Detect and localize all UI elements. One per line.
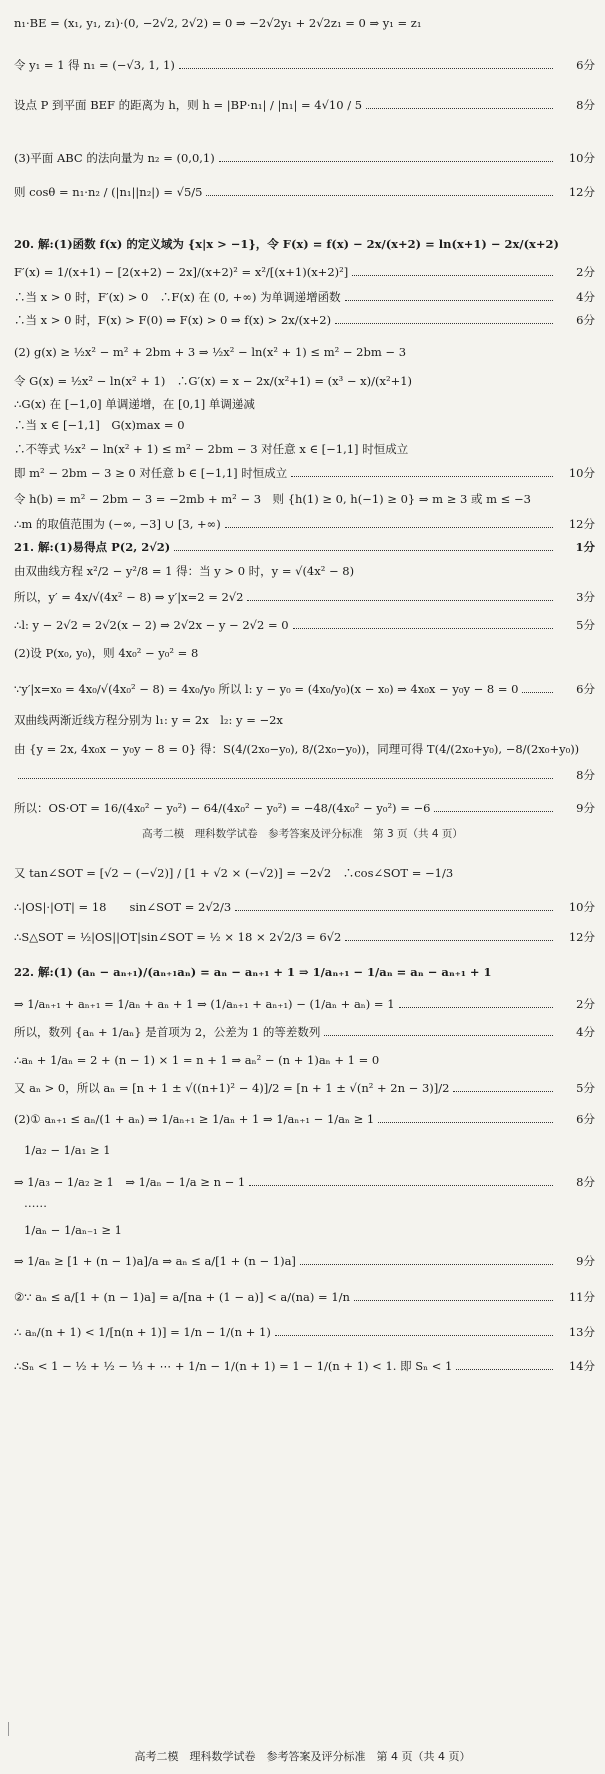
line-text: ∴当 x > 0 时，F(x) > F(0) ⇒ F(x) > 0 ⇒ f(x) > 2x/(x+2) xyxy=(14,313,332,327)
dot-leader xyxy=(324,1035,553,1036)
answer-line xyxy=(0,1081,605,1095)
dot-leader xyxy=(354,1300,553,1301)
dot-leader xyxy=(225,527,553,528)
line-text: ∴aₙ + 1/aₙ = 2 + (n − 1) × 1 = n + 1 ⇒ aₙ² − (n + 1)aₙ + 1 = 0 xyxy=(14,1053,380,1067)
line-text: (2)① aₙ₊₁ ≤ aₙ/(1 + aₙ) ⇒ 1/aₙ₊₁ ≥ 1/aₙ + 1 ⇒ 1/aₙ₊₁ − 1/aₙ ≥ 1 xyxy=(14,1112,375,1126)
line-text: 由双曲线方程 x²/2 − y²/8 = 1 得：当 y > 0 时，y = √(4x² − 8) xyxy=(14,564,355,578)
page-4-footer: 高考二模 理科数学试卷 参考答案及评分标准 第 4 页（共 4 页） xyxy=(134,1750,471,1763)
line-text: ⇒ 1/aₙ₊₁ + aₙ₊₁ = 1/aₙ + aₙ + 1 ⇒ (1/aₙ₊₁ + aₙ₊₁) − (1/aₙ + aₙ) = 1 xyxy=(14,997,395,1011)
score-mark: 11分 xyxy=(568,1290,595,1304)
answer-line xyxy=(0,801,605,815)
line-text: ∴当 x > 0 时，F′(x) > 0 ∴F(x) 在 (0, +∞) 为单调递增函数 xyxy=(14,290,341,304)
dot-leader xyxy=(206,195,553,196)
answer-line xyxy=(0,900,605,914)
line-text: 令 h(b) = m² − 2bm − 3 = −2mb + m² − 3 则 {h(1) ≥ 0, h(−1) ≥ 0} ⇒ m ≥ 3 或 m ≤ −3 xyxy=(14,492,531,506)
answer-line xyxy=(0,1325,605,1339)
line-text: 所以：OS·OT = 16/(4x₀² − y₀²) − 64/(4x₀² − y₀²) = −48/(4x₀² − y₀²) = −6 xyxy=(14,801,431,815)
score-mark: 10分 xyxy=(568,900,595,914)
line-text: ∴Sₙ < 1 − ½ + ½ − ⅓ + ⋯ + 1/n − 1/(n + 1) = 1 − 1/(n + 1) < 1. 即 Sₙ < 1 xyxy=(14,1359,453,1373)
dot-leader xyxy=(247,600,553,601)
line-text: 即 m² − 2bm − 3 ≥ 0 对任意 b ∈ [−1,1] 时恒成立 xyxy=(14,466,288,480)
answer-line xyxy=(0,1025,605,1039)
dot-leader xyxy=(249,1185,553,1186)
score-mark: 5分 xyxy=(576,618,595,632)
line-text: (2)设 P(x₀, y₀)，则 4x₀² − y₀² = 8 xyxy=(14,646,199,660)
answer-line xyxy=(0,16,605,30)
answer-line xyxy=(0,590,605,604)
line-text: ∴G(x) 在 [−1,0] 单调递增，在 [0,1] 单调递减 xyxy=(14,397,255,411)
answer-line xyxy=(0,540,605,554)
score-mark: 12分 xyxy=(568,517,595,531)
dot-leader xyxy=(235,910,553,911)
page-3-footer: 高考二模 理科数学试卷 参考答案及评分标准 第 3 页（共 4 页） xyxy=(142,828,463,840)
line-text: (3)平面 ABC 的法向量为 n₂ = (0,0,1) xyxy=(14,151,215,165)
dot-leader xyxy=(345,300,553,301)
line-text: 设点 P 到平面 BEF 的距离为 h，则 h = |BP·n₁| / |n₁| = 4√10 / 5 xyxy=(14,98,363,112)
answer-line xyxy=(0,418,605,432)
line-text: ⇒ 1/aₙ ≥ [1 + (n − 1)a]/a ⇒ aₙ ≤ a/[1 + (n − 1)a] xyxy=(14,1254,296,1268)
score-mark: 12分 xyxy=(568,930,595,944)
score-mark: 2分 xyxy=(576,265,595,279)
line-text: 22. 解:(1) (aₙ − aₙ₊₁)/(aₙ₊₁aₙ) = aₙ − aₙ₊₁ + 1 ⇒ 1/aₙ₊₁ − 1/aₙ = aₙ − aₙ₊₁ + 1 xyxy=(14,965,492,979)
answer-line xyxy=(0,682,605,696)
dot-leader xyxy=(345,940,553,941)
score-mark: 6分 xyxy=(576,1112,595,1126)
score-mark: 8分 xyxy=(576,98,595,112)
line-text: (2) g(x) ≥ ½x² − m² + 2bm + 3 ⇒ ½x² − ln(x² + 1) ≤ m² − 2bm − 3 xyxy=(14,345,407,359)
dot-leader xyxy=(378,1122,553,1123)
score-mark: 6分 xyxy=(576,313,595,327)
answer-line xyxy=(0,492,605,506)
answer-line xyxy=(0,374,605,388)
score-mark: 5分 xyxy=(576,1081,595,1095)
dot-leader xyxy=(335,323,553,324)
score-mark: 1分 xyxy=(575,540,595,554)
margin-mark xyxy=(8,1722,9,1736)
line-text: 令 G(x) = ½x² − ln(x² + 1) ∴G′(x) = x − 2x/(x²+1) = (x³ − x)/(x²+1) xyxy=(14,374,413,388)
score-mark: 8分 xyxy=(576,1175,595,1189)
line-text: 所以，y′ = 4x/√(4x² − 8) ⇒ y′|x=2 = 2√2 xyxy=(14,590,244,604)
answer-line xyxy=(0,866,605,880)
line-text: 1/aₙ − 1/aₙ₋₁ ≥ 1 xyxy=(24,1223,122,1237)
line-text: 20. 解:(1)函数 f(x) 的定义域为 {x|x > −1}，令 F(x) = f(x) − 2x/(x+2) = ln(x+1) − 2x/(x+2) xyxy=(14,237,559,251)
line-text: 由 {y = 2x, 4x₀x − y₀y − 8 = 0} 得：S(4/(2x₀−y₀), 8/(2x₀−y₀))，同理可得 T(4/(2x₀+y₀), −8/(2x₀+y₀)) xyxy=(14,742,580,756)
line-text: ∵y′|x=x₀ = 4x₀/√(4x₀² − 8) = 4x₀/y₀ 所以 l: y − y₀ = (4x₀/y₀)(x − x₀) ⇒ 4x₀x − y₀y − 8 = 0 xyxy=(14,682,519,696)
dot-leader xyxy=(174,550,553,551)
answer-line xyxy=(0,466,605,480)
answer-line xyxy=(0,564,605,578)
answer-line xyxy=(0,237,605,251)
answer-line xyxy=(0,1359,605,1373)
answer-line xyxy=(0,1254,605,1268)
answer-line xyxy=(0,58,605,72)
score-mark: 4分 xyxy=(576,1025,595,1039)
line-text: 又 aₙ > 0，所以 aₙ = [n + 1 ± √((n+1)² − 4)]/2 = [n + 1 ± √(n² + 2n − 3)]/2 xyxy=(14,1081,450,1095)
answer-line xyxy=(0,1290,605,1304)
line-text: ∴当 x ∈ [−1,1] G(x)max = 0 xyxy=(14,418,185,432)
dot-leader xyxy=(522,692,553,693)
answer-line xyxy=(0,517,605,531)
dot-leader xyxy=(219,161,553,162)
line-text: ∴S△SOT = ½|OS||OT|sin∠SOT = ½ × 18 × 2√2/3 = 6√2 xyxy=(14,930,342,944)
score-mark: 13分 xyxy=(568,1325,595,1339)
score-mark: 6分 xyxy=(576,58,595,72)
answer-line xyxy=(0,618,605,632)
answer-line xyxy=(0,1112,605,1126)
dot-leader xyxy=(366,108,553,109)
answer-line xyxy=(0,646,605,660)
score-mark: 10分 xyxy=(568,151,595,165)
dot-leader xyxy=(275,1335,553,1336)
answer-line xyxy=(0,185,605,199)
score-mark: 10分 xyxy=(568,466,595,480)
dot-leader xyxy=(456,1369,553,1370)
answer-line xyxy=(0,1175,605,1189)
line-text: 双曲线两渐近线方程分别为 l₁: y = 2x l₂: y = −2x xyxy=(14,713,283,727)
score-mark: 8分 xyxy=(576,768,595,782)
dot-leader xyxy=(291,476,553,477)
line-text: …… xyxy=(24,1196,47,1210)
score-mark: 9分 xyxy=(576,801,595,815)
dot-leader xyxy=(300,1264,553,1265)
answer-line xyxy=(0,313,605,327)
answer-line xyxy=(0,1053,605,1067)
dot-leader xyxy=(293,628,553,629)
line-text: 则 cosθ = n₁·n₂ / (|n₁||n₂|) = √5/5 xyxy=(14,185,203,199)
score-mark: 4分 xyxy=(576,290,595,304)
answer-line xyxy=(0,345,605,359)
score-mark: 3分 xyxy=(576,590,595,604)
dot-leader xyxy=(434,811,553,812)
dot-leader xyxy=(453,1091,553,1092)
score-mark: 2分 xyxy=(576,997,595,1011)
answer-line xyxy=(0,265,605,279)
dot-leader xyxy=(352,275,553,276)
dot-leader xyxy=(399,1007,553,1008)
answer-line xyxy=(0,442,605,456)
line-text: 又 tan∠SOT = [√2 − (−√2)] / [1 + √2 × (−√2)] = −2√2 ∴cos∠SOT = −1/3 xyxy=(14,866,454,880)
score-mark: 12分 xyxy=(568,185,595,199)
dot-leader xyxy=(18,778,553,779)
dot-leader xyxy=(179,68,553,69)
line-text: 21. 解:(1)易得点 P(2, 2√2) xyxy=(14,540,171,554)
answer-line xyxy=(0,742,605,756)
line-text: 令 y₁ = 1 得 n₁ = (−√3, 1, 1) xyxy=(14,58,175,72)
answer-line xyxy=(0,965,605,979)
answer-line xyxy=(0,768,605,782)
answer-line xyxy=(0,290,605,304)
score-mark: 14分 xyxy=(568,1359,595,1373)
answer-line xyxy=(0,98,605,112)
answer-line xyxy=(0,1196,605,1210)
line-text: ⇒ 1/a₃ − 1/a₂ ≥ 1 ⇒ 1/aₙ − 1/a ≥ n − 1 xyxy=(14,1175,246,1189)
answer-line xyxy=(0,1223,605,1237)
answer-line xyxy=(0,930,605,944)
answer-line xyxy=(0,1143,605,1157)
score-mark: 9分 xyxy=(576,1254,595,1268)
answer-line xyxy=(0,151,605,165)
line-text: 1/a₂ − 1/a₁ ≥ 1 xyxy=(24,1143,111,1157)
line-text: ∴不等式 ½x² − ln(x² + 1) ≤ m² − 2bm − 3 对任意 x ∈ [−1,1] 时恒成立 xyxy=(14,442,409,456)
line-text: n₁·BE = (x₁, y₁, z₁)·(0, −2√2, 2√2) = 0 ⇒ −2√2y₁ + 2√2z₁ = 0 ⇒ y₁ = z₁ xyxy=(14,16,422,30)
line-text: ②∵ aₙ ≤ a/[1 + (n − 1)a] = a/[na + (1 − a)] < a/(na) = 1/n xyxy=(14,1290,350,1304)
line-text: ∴ aₙ/(n + 1) < 1/[n(n + 1)] = 1/n − 1/(n + 1) xyxy=(14,1325,271,1339)
score-mark: 6分 xyxy=(576,682,595,696)
line-text: ∴m 的取值范围为 (−∞, −3] ∪ [3, +∞) xyxy=(14,517,221,531)
line-text: F′(x) = 1/(x+1) − [2(x+2) − 2x]/(x+2)² = x²/[(x+1)(x+2)²] xyxy=(14,265,349,279)
line-text: 所以，数列 {aₙ + 1/aₙ} 是首项为 2，公差为 1 的等差数列 xyxy=(14,1025,321,1039)
answer-line xyxy=(0,397,605,411)
answer-line xyxy=(0,713,605,727)
line-text: ∴l: y − 2√2 = 2√2(x − 2) ⇒ 2√2x − y − 2√2 = 0 xyxy=(14,618,289,632)
line-text: ∴|OS|·|OT| = 18 sin∠SOT = 2√2/3 xyxy=(14,900,232,914)
answer-line xyxy=(0,997,605,1011)
